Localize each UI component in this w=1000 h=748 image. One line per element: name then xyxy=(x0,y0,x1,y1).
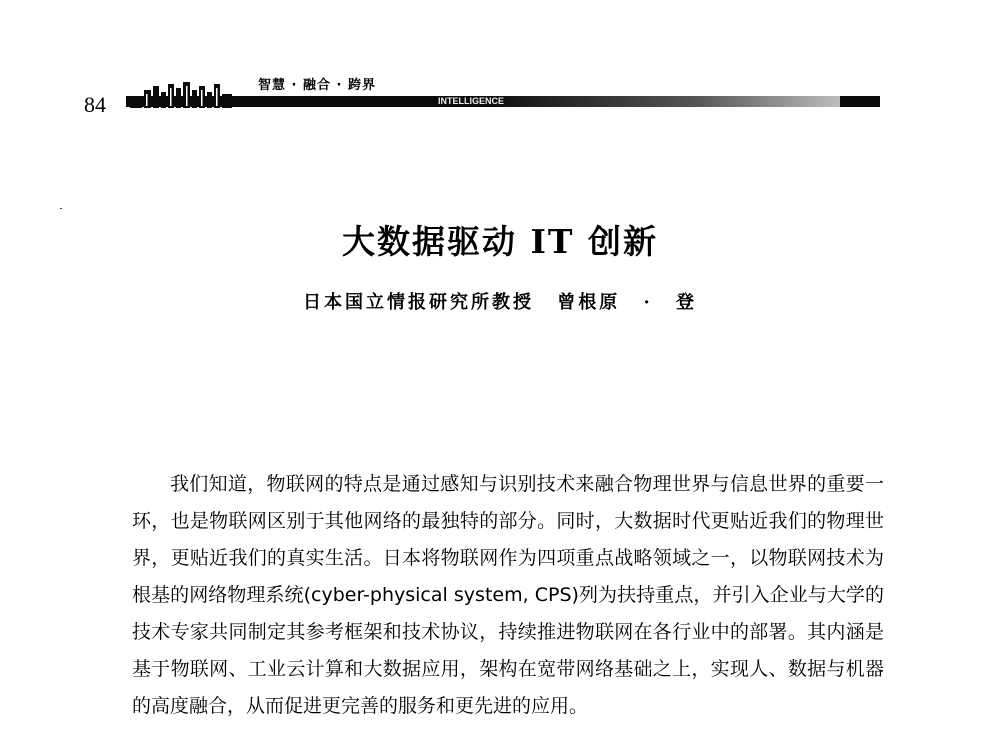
article-body xyxy=(132,466,884,725)
scan-speck xyxy=(60,208,62,209)
body-paragraph: 我们知道，物联网的特点是通过感知与识别技术来融合物理世界与信息世界的重要一环，也是物联网区别于其他网络的最独特的部分。同时，大数据时代更贴近我们的物理世界，更贴近我们的真实生活。日本将物联网作为四项重点战略领域之一，以物联网技术为根基的网络物理系统(cyber-physical system, CPS)列为扶持重点，并引入企业与大学的技术专家共同制定其参考框架和技术协议，持续推进物联网在各行业中的部署。其内涵是基于物联网、工业云计算和大数据应用，架构在宽带网络基础之上，实现人、数据与机器的高度融合，从而促进更完善的服务和更先进的应用。 xyxy=(132,473,884,717)
article-title: 大数据驱动 IT 创新 xyxy=(342,222,658,261)
page-number: 84 xyxy=(84,92,106,117)
books-logo-icon xyxy=(126,76,236,110)
header-bar-fade xyxy=(480,96,840,107)
header-tagline: 智慧 · 融合 · 跨界 xyxy=(258,78,376,93)
article-byline: 日本国立情报研究所教授 曾根原 · 登 xyxy=(302,292,698,313)
header-word: INTELLIGENCE xyxy=(438,96,505,106)
